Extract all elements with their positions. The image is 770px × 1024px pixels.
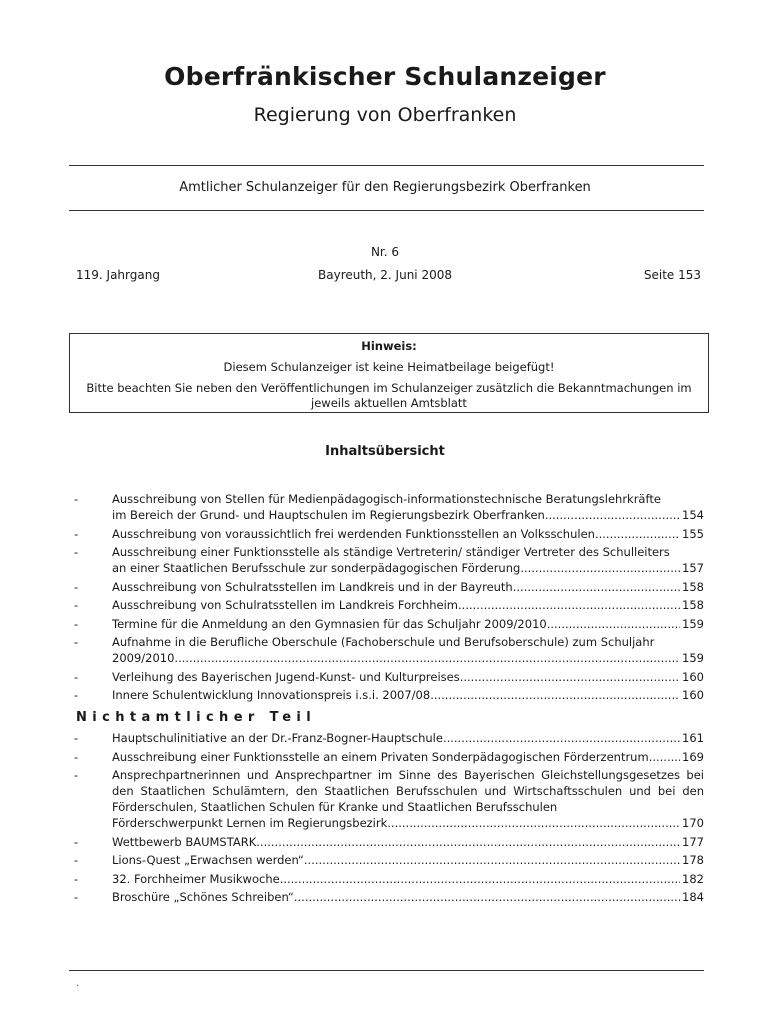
notice-title: Hinweis: (361, 339, 417, 353)
toc-page-number: 154 (682, 508, 704, 522)
toc-entry-leader-line (112, 852, 704, 868)
toc-entry (72, 852, 704, 868)
toc-entry-leader-line (112, 687, 704, 703)
toc-entry (72, 767, 704, 831)
banner-line: Amtlicher Schulanzeiger für den Regierungsbezirk Oberfranken (179, 180, 591, 195)
toc-page-number: 169 (682, 749, 704, 764)
footer-mark: . (76, 978, 80, 989)
toc-page-number: 158 (682, 579, 704, 594)
page-number: Seite 153 (643, 268, 701, 282)
toc-entry-title: 32. Forchheimer Musikwoche (112, 871, 280, 886)
dot-leader (547, 616, 680, 632)
dot-leader (545, 507, 680, 523)
dot-leader (294, 889, 680, 905)
publisher-subtitle: Regierung von Oberfranken (253, 104, 517, 126)
toc-page-number: 160 (682, 669, 704, 684)
toc-entry (72, 544, 704, 576)
toc-official-list (72, 491, 704, 706)
toc-entry-title: Hauptschulinitiative an der Dr.-Franz-Bogner-Hauptschule (112, 731, 443, 745)
toc-entry-title: Innere Schulentwicklung Innovationspreis i.s.i. 2007/08 (112, 688, 431, 702)
toc-page-number: 170 (682, 816, 704, 830)
unofficial-section-label: Nichtamtlicher Teil (76, 710, 317, 725)
toc-entry-text: Ansprechpartnerinnen und Ansprechpartner im Sinne des Bayerischen Gleichstellungsgesetzes bei den Staatlichen Schulämtern, den Staatlichen Berufsschulen und Wirtschaftsschulen und bei den Förderschulen, Staatlichen Schulen für Kranke und Staatlichen Berufsschulen (112, 768, 704, 814)
dot-leader (256, 834, 680, 850)
banner-divider (69, 210, 704, 211)
toc-bullet: - (74, 545, 79, 559)
toc-bullet: - (74, 579, 79, 594)
toc-unofficial-list (72, 730, 704, 908)
dot-leader (430, 687, 680, 703)
dot-leader (174, 650, 680, 666)
toc-entry-leader-line (112, 597, 704, 613)
toc-entry-title: Lions-Quest „Erwachsen werden“ (112, 853, 304, 867)
footer-divider (69, 970, 704, 971)
toc-entry-title: Förderschwerpunkt Lernen im Regierungsbezirk (112, 816, 388, 830)
toc-entry-title: 2009/2010 (112, 651, 175, 665)
dot-leader (443, 730, 680, 746)
toc-entry-title: Ausschreibung von voraussichtlich frei werdenden Funktionsstellen an Volksschulen (112, 526, 595, 541)
toc-entry-leader-line (112, 889, 704, 905)
dot-leader (595, 526, 680, 542)
toc-entry-leader-line (112, 834, 704, 850)
toc-heading: Inhaltsübersicht (325, 444, 445, 459)
toc-bullet: - (74, 890, 79, 904)
toc-entry-leader-line (112, 616, 704, 632)
toc-entry (72, 687, 704, 703)
place-date: Bayreuth, 2. Juni 2008 (318, 268, 452, 282)
notice-text: Bitte beachten Sie neben den Veröffentlichungen im Schulanzeiger zusätzlich die Bekanntmachungen im jeweils aktuellen Amtsblatt (86, 381, 692, 410)
toc-entry-leader-line (112, 526, 704, 542)
toc-page-number: 157 (682, 561, 704, 575)
toc-entry-title: Ausschreibung von Schulratsstellen im Landkreis Forchheim (112, 598, 459, 612)
toc-page-number: 177 (682, 834, 704, 849)
dot-leader (458, 597, 680, 613)
toc-page-number: 184 (682, 890, 704, 904)
issue-number: Nr. 6 (370, 245, 400, 259)
notice-text: Diesem Schulanzeiger ist keine Heimatbeilage beigefügt! (223, 360, 555, 374)
toc-page-number: 161 (682, 731, 704, 745)
toc-entry (72, 730, 704, 746)
toc-entry-leader-line (112, 749, 704, 765)
toc-entry (72, 834, 704, 850)
toc-entry-leader-line (112, 560, 704, 576)
toc-entry (72, 871, 704, 887)
dot-leader (387, 815, 680, 831)
toc-entry-text: Ausschreibung einer Funktionsstelle als ständige Vertreterin/ ständiger Vertreter des Schulleiters (112, 545, 670, 559)
publication-title: Oberfränkischer Schulanzeiger (164, 62, 606, 91)
toc-entry-title: Broschüre „Schönes Schreiben“ (112, 890, 294, 904)
toc-entry (72, 616, 704, 632)
toc-bullet: - (74, 871, 79, 886)
toc-bullet: - (74, 526, 79, 541)
dot-leader (460, 669, 680, 685)
toc-entry-leader-line (112, 579, 704, 595)
toc-entry-title: Ausschreibung einer Funktionsstelle an einem Privaten Sonderpädagogischen Förderzentrum (112, 749, 649, 764)
toc-entry-leader-line (112, 650, 704, 666)
toc-bullet: - (74, 616, 79, 631)
toc-bullet: - (74, 749, 79, 764)
dot-leader (520, 560, 680, 576)
toc-entry-title: an einer Staatlichen Berufsschule zur sonderpädagogischen Förderung (112, 561, 521, 575)
toc-entry-text: Aufnahme in die Berufliche Oberschule (Fachoberschule und Berufsoberschule) zum Schuljahr (112, 635, 655, 649)
toc-entry-title: Verleihung des Bayerischen Jugend-Kunst- und Kulturpreises (112, 669, 460, 684)
toc-entry (72, 491, 704, 523)
toc-entry (72, 749, 704, 765)
toc-bullet: - (74, 853, 79, 867)
toc-bullet: - (74, 598, 79, 612)
toc-entry-title: Wettbewerb BAUMSTARK (112, 834, 257, 849)
toc-page-number: 178 (682, 853, 704, 867)
toc-bullet: - (74, 635, 79, 649)
toc-entry (72, 597, 704, 613)
toc-entry-leader-line (112, 730, 704, 746)
dot-leader (513, 579, 680, 595)
volume-label: 119. Jahrgang (76, 268, 160, 282)
toc-entry (72, 634, 704, 666)
toc-bullet: - (74, 492, 79, 506)
toc-entry (72, 889, 704, 905)
toc-page-number: 159 (682, 651, 704, 665)
toc-entry-leader-line (112, 871, 704, 887)
toc-entry-leader-line (112, 507, 704, 523)
toc-page-number: 160 (682, 688, 704, 702)
toc-bullet: - (74, 768, 79, 782)
toc-page-number: 158 (682, 598, 704, 612)
toc-entry (72, 669, 704, 685)
toc-entry-leader-line (112, 815, 704, 831)
toc-entry (72, 579, 704, 595)
toc-bullet: - (74, 688, 79, 702)
toc-entry (72, 526, 704, 542)
dot-leader (649, 749, 680, 765)
toc-entry-text: Ausschreibung von Stellen für Medienpädagogisch-informationstechnische Beratungslehrkräfte (112, 492, 661, 506)
toc-page-number: 159 (682, 616, 704, 631)
toc-entry-title: im Bereich der Grund- und Hauptschulen im Regierungsbezirk Oberfranken (112, 508, 545, 522)
top-divider (69, 165, 704, 166)
dot-leader (304, 852, 680, 868)
toc-entry-leader-line (112, 669, 704, 685)
toc-bullet: - (74, 731, 79, 745)
toc-page-number: 182 (682, 871, 704, 886)
toc-entry-title: Ausschreibung von Schulratsstellen im Landkreis und in der Bayreuth (112, 579, 513, 594)
toc-bullet: - (74, 834, 79, 849)
toc-entry-title: Termine für die Anmeldung an den Gymnasien für das Schuljahr 2009/2010 (112, 616, 547, 631)
dot-leader (280, 871, 680, 887)
toc-page-number: 155 (682, 526, 704, 541)
notice-box (69, 333, 709, 413)
toc-bullet: - (74, 669, 79, 684)
